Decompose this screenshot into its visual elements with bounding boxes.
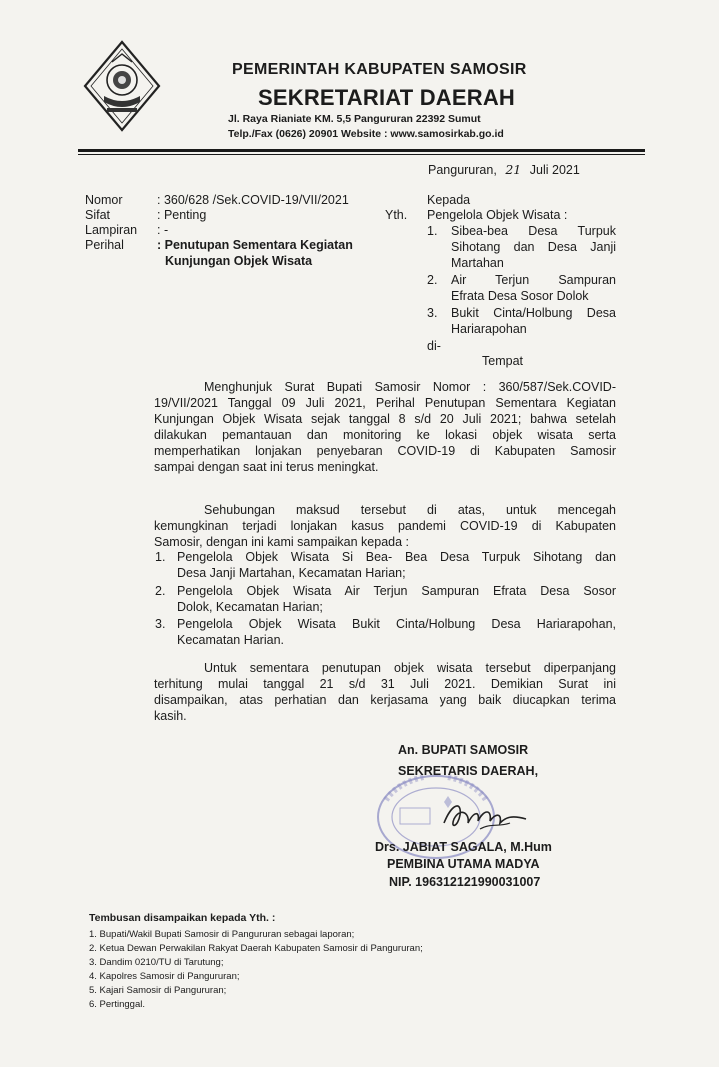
recipient-item-number: 1. (427, 224, 438, 238)
paragraph-line: Untuk sementara penutupan objek wisata tersebut diperpanjang (204, 661, 616, 675)
paragraph-line: memperhatikan lonjakan penyebaran COVID-19 di Kabupaten Samosir (154, 444, 616, 458)
signature-rank: PEMBINA UTAMA MADYA (387, 857, 540, 871)
perihal-value-line2: Kunjungan Objek Wisata (165, 254, 313, 268)
date-place: Pangururan, (428, 163, 497, 177)
cc-item: 3. Dandim 0210/TU di Tarutung; (89, 957, 224, 968)
list-item-line: Desa Janji Martahan, Kecamatan Harian; (177, 566, 406, 580)
date-line (428, 162, 580, 177)
list-item-line: Pengelola Objek Wisata Bukit Cinta/Holbung Desa Hariarapohan, (177, 617, 616, 631)
signature-an: An. BUPATI SAMOSIR (398, 743, 529, 757)
letterhead-divider-thick (78, 149, 645, 152)
perihal-value-line1: : Penutupan Sementara Kegiatan (157, 238, 353, 252)
date-month-year: Juli 2021 (529, 163, 580, 177)
letterhead-address: Jl. Raya Rianiate KM. 5,5 Pangururan 22392 Sumut (228, 113, 481, 125)
signature-position: SEKRETARIS DAERAH, (398, 764, 539, 778)
recipient-item-line: Air Terjun Sampuran (451, 273, 616, 287)
list-item-line: Pengelola Objek Wisata Air Terjun Sampuran Efrata Desa Sosor (177, 584, 616, 598)
paragraph-line: Menghunjuk Surat Bupati Samosir Nomor : 360/587/Sek.COVID- (204, 380, 616, 394)
paragraph-line: kemungkinan terjadi lonjakan kasus pandemi COVID-19 di Kabupaten (154, 519, 616, 533)
cc-item: 1. Bupati/Wakil Bupati Samosir di Pangururan sebagai laporan; (89, 929, 355, 940)
recipient-item-line: Hariarapohan (451, 322, 527, 336)
cc-item: 4. Kapolres Samosir di Pangururan; (89, 971, 240, 982)
lampiran-label: Lampiran (85, 223, 138, 237)
letterhead-office: SEKRETARIAT DAERAH (258, 85, 516, 110)
paragraph-line: dilakukan pemantauan dan monitoring ke lokasi objek wisata serta (154, 428, 616, 442)
list-item-line: Pengelola Objek Wisata Si Bea- Bea Desa Turpuk Sihotang dan (177, 550, 616, 564)
paragraph-line: disampaikan, atas perhatian dan kerjasama yang baik diucapkan terima (154, 693, 616, 707)
lampiran-value: : - (157, 223, 169, 237)
handwritten-signature-icon (440, 793, 530, 841)
letterhead-divider-thin (78, 154, 645, 155)
recipient-item-number: 3. (427, 306, 438, 320)
recipient-item-line: Efrata Desa Sosor Dolok (451, 289, 589, 303)
paragraph-line: Samosir, dengan ini kami sampaikan kepada : (154, 535, 410, 549)
nomor-label: Nomor (85, 193, 123, 207)
date-day: 21 (505, 162, 522, 177)
recipient-di: di- (427, 339, 441, 353)
recipient-item-line: Bukit Cinta/Holbung Desa (451, 306, 616, 320)
signature-name: Drs. JABIAT SAGALA, M.Hum (375, 840, 552, 854)
list-item-number: 3. (155, 617, 166, 631)
paragraph-line: kasih. (154, 709, 187, 723)
list-item-number: 2. (155, 584, 166, 598)
paragraph-line: Kunjungan Objek Wisata sejak tanggal 8 s/d 20 Juli 2021; bahwa setelah (154, 412, 616, 426)
sifat-value: : Penting (157, 208, 207, 222)
letterhead-government: PEMERINTAH KABUPATEN SAMOSIR (232, 61, 527, 78)
paragraph-line: terhitung mulai tanggal 21 s/d 31 Juli 2021. Demikian Surat ini (154, 677, 616, 691)
cc-item: 2. Ketua Dewan Perwakilan Rakyat Daerah Kabupaten Samosir di Pangururan; (89, 943, 423, 954)
recipient-item-line: Sihotang dan Desa Janji (451, 240, 616, 254)
list-item-number: 1. (155, 550, 166, 564)
cc-title: Tembusan disampaikan kepada Yth. : (89, 912, 276, 924)
recipient-item-line: Sibea-bea Desa Turpuk (451, 224, 616, 238)
list-item-line: Dolok, Kecamatan Harian; (177, 600, 323, 614)
recipient-item-number: 2. (427, 273, 438, 287)
recipient-to: Pengelola Objek Wisata : (427, 208, 568, 222)
recipient-kepada: Kepada (427, 193, 471, 207)
cc-item: 5. Kajari Samosir di Pangururan; (89, 985, 227, 996)
cc-item: 6. Pertinggal. (89, 999, 145, 1010)
samosir-regency-emblem-icon (82, 40, 162, 132)
list-item-line: Kecamatan Harian. (177, 633, 285, 647)
sifat-label: Sifat (85, 208, 111, 222)
letterhead-contact: Telp./Fax (0626) 20901 Website : www.samosirkab.go.id (228, 128, 504, 140)
recipient-yth: Yth. (385, 208, 408, 222)
signature-nip: NIP. 196312121990031007 (389, 875, 541, 889)
paragraph-line: Sehubungan maksud tersebut di atas, untuk mencegah (204, 503, 616, 517)
recipient-tempat: Tempat (482, 354, 523, 368)
paragraph-line: sampai dengan saat ini terus meningkat. (154, 460, 379, 474)
recipient-item-line: Martahan (451, 256, 504, 270)
paragraph-line: 19/VII/2021 Tanggal 09 Juli 2021, Perihal Penutupan Sementara Kegiatan (154, 396, 616, 410)
perihal-label: Perihal (85, 238, 124, 252)
nomor-value: : 360/628 /Sek.COVID-19/VII/2021 (157, 193, 349, 207)
